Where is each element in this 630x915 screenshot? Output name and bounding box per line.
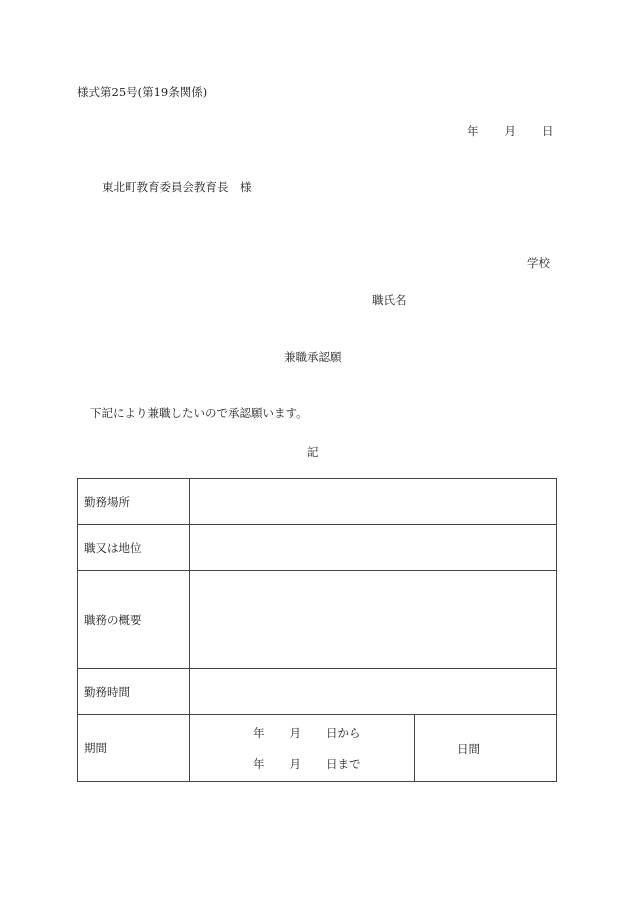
- date-year-label: 年: [467, 124, 479, 138]
- table-row: [78, 571, 557, 669]
- period-start: [253, 725, 361, 741]
- period-start-day: 日から: [326, 726, 361, 740]
- table-row: [78, 669, 557, 715]
- row-label-position: 職又は地位: [78, 525, 190, 571]
- period-start-year: 年: [253, 726, 265, 740]
- period-start-month: 月: [289, 726, 301, 740]
- row-label-hours: 勤務時間: [78, 669, 190, 715]
- row-value-duties[interactable]: [190, 571, 557, 669]
- date-line: [467, 123, 554, 139]
- period-end-year: 年: [253, 757, 265, 771]
- period-days[interactable]: [415, 715, 550, 781]
- table-row: [78, 715, 557, 782]
- row-label-period: 期間: [78, 715, 190, 782]
- form-number: 様式第25号(第19条関係): [77, 85, 208, 99]
- row-value-period: [190, 715, 557, 782]
- period-end-month: 月: [289, 757, 301, 771]
- addressee: 東北町教育委員会教育長 様: [102, 180, 252, 194]
- row-value-workplace[interactable]: [190, 479, 557, 525]
- document-title: 兼職承認願: [284, 350, 342, 364]
- date-day-label: 日: [542, 124, 554, 138]
- school-label: 学校: [527, 256, 550, 270]
- period-end: [253, 756, 361, 772]
- period-days-label: 日間: [457, 742, 480, 756]
- ki-label: 記: [307, 445, 319, 459]
- table-row: [78, 525, 557, 571]
- period-end-day: 日まで: [326, 757, 361, 771]
- application-table: [77, 478, 557, 782]
- row-label-duties: 職務の概要: [78, 571, 190, 669]
- row-value-position[interactable]: [190, 525, 557, 571]
- table-row: [78, 479, 557, 525]
- date-month-label: 月: [504, 124, 516, 138]
- row-label-workplace: 勤務場所: [78, 479, 190, 525]
- body-text: 下記により兼職したいので承認願います。: [90, 406, 308, 420]
- row-value-hours[interactable]: [190, 669, 557, 715]
- period-dates[interactable]: [196, 715, 415, 781]
- name-label: 職氏名: [372, 293, 407, 307]
